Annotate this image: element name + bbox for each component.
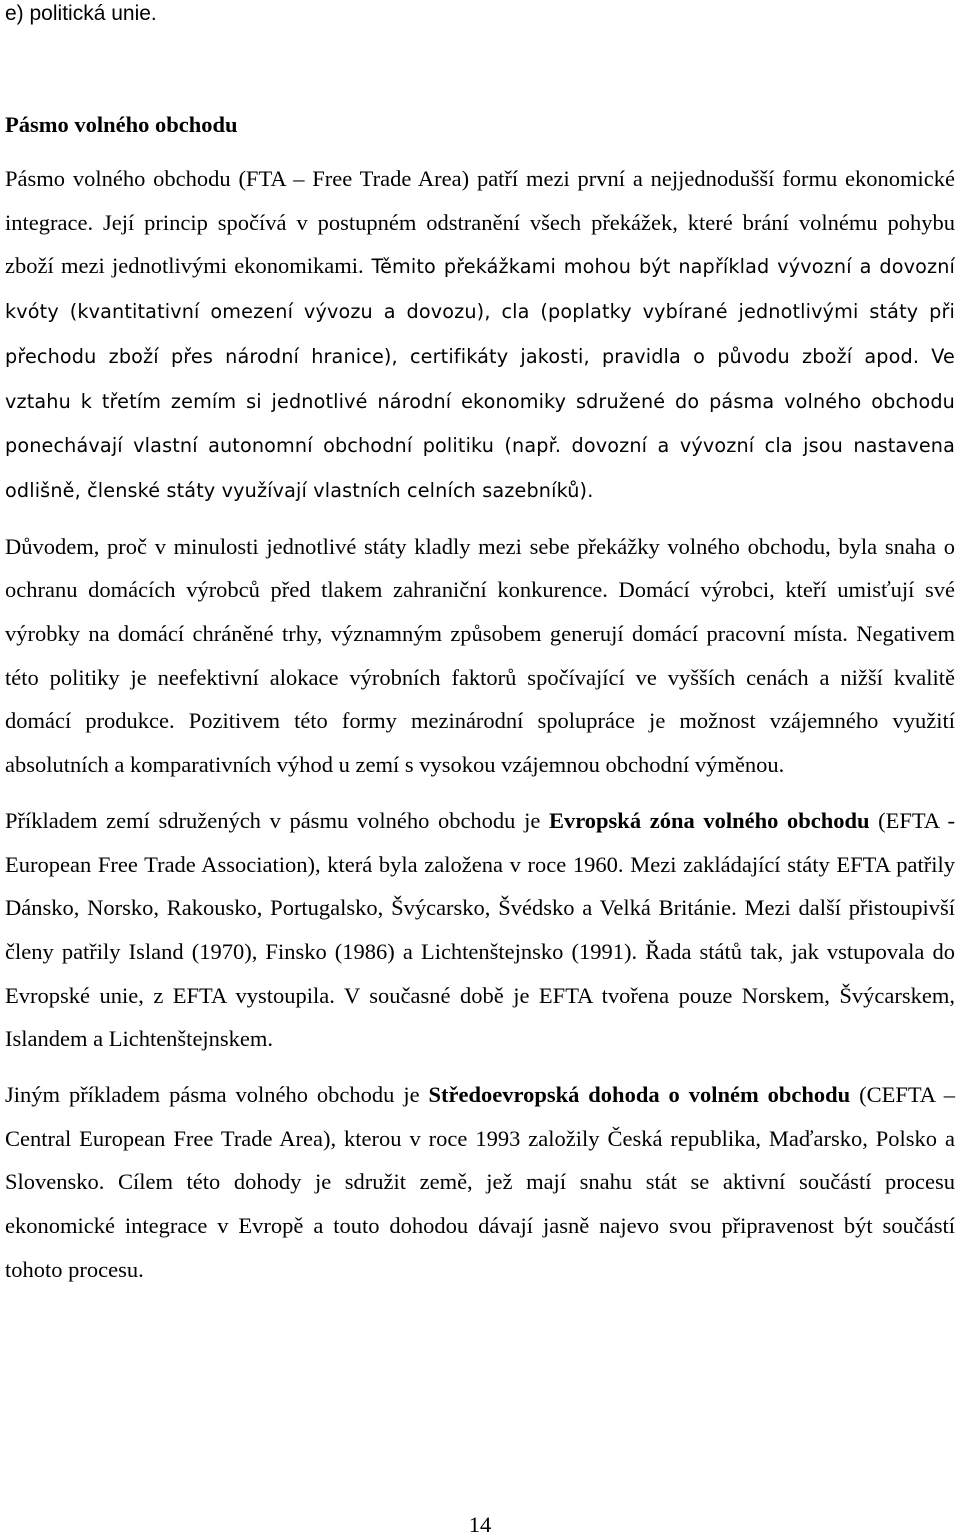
paragraph-efta-intro: Příkladem zemí sdružených v pásmu volného obchodu je [5,807,549,833]
paragraph-efta-bold-term: Evropská zóna volného obchodu [548,807,870,833]
paragraph-cefta [5,1073,955,1292]
paragraph-fta-definition [5,157,955,513]
section-heading: Pásmo volného obchodu [5,112,238,137]
paragraph-efta-rest: (EFTA - European Free Trade Association), která byla založena v roce 1960. Mezi zakládající státy EFTA patřily Dánsko, Norsko, Rakousko, Portugalsko, Švýcarsko, Švédsko a Velká Británie. Mezi další přistoupivší členy patřily Island (1970), Finsko (1986) a Lichtenštejnsko (1991). Řada států tak, jak vstupovala do Evropské unie, z EFTA vystoupila. V současné době je EFTA tvořena pouze Norskem, Švýcarskem, Islandem a Lichtenštejnskem. [5,807,955,1052]
paragraph-fta-definition-text: Pásmo volného obchodu (FTA – Free Trade Area) patří mezi první a nejjednodušší formu ekonomické integrace. Její princip spočívá v postupném odstranění všech překážek, které brání volnému pohybu zboží mezi jednotlivými ekonomikami. [5,166,955,279]
document-page [5,0,955,1292]
list-item-political-union: e) politická unie. [5,2,157,25]
paragraph-reasons: Důvodem, proč v minulosti jednotlivé státy kladly mezi sebe překážky volného obchodu, byla snaha o ochranu domácích výrobců před tlakem zahraniční konkurence. Domácí výrobci, kteří umisťují své výrobky na domácí chráněné trhy, významným způsobem generují domácí pracovní místa. Negativem této politiky je neefektivní alokace výrobních faktorů spočívající ve vyšších cenách a nižší kvalitě domácí produkce. Pozitivem této formy mezinárodní spolupráce je možnost vzájemného využití absolutních a komparativních výhod u zemí s vysokou vzájemnou obchodní výměnou. [5,533,955,778]
page-number: 14 [468,1512,492,1537]
paragraph-cefta-rest: (CEFTA – Central European Free Trade Area), kterou v roce 1993 založily Česká republika, Maďarsko, Polsko a Slovensko. Cílem této dohody je sdružit země, jež mají snahu stát se aktivní součástí procesu ekonomické integrace v Evropě a touto dohodou dávají jasně najevo svou připravenost být součástí tohoto procesu. [5,1082,955,1282]
paragraph-efta [5,799,955,1061]
paragraph-fta-barriers-text: Těmito překážkami mohou být například vývozní a dovozní kvóty (kvantitativní omezení vývozu a dovozu), cla (poplatky vybírané jednotlivými státy při přechodu zboží přes národní hranice), certifikáty jakosti, pravidla o původu zboží apod. Ve vztahu k třetím zemím si jednotlivé národní ekonomiky sdružené do pásma volného obchodu ponechávají vlastní autonomní obchodní politiku (např. dovozní a vývozní cla jsou nastavena odlišně, členské státy využívají vlastních celních sazebníků). [5,255,955,502]
paragraph-cefta-intro: Jiným příkladem pásma volného obchodu je [5,1082,429,1108]
paragraph-cefta-bold-term: Středoevropská dohoda o volném obchodu [428,1082,851,1108]
